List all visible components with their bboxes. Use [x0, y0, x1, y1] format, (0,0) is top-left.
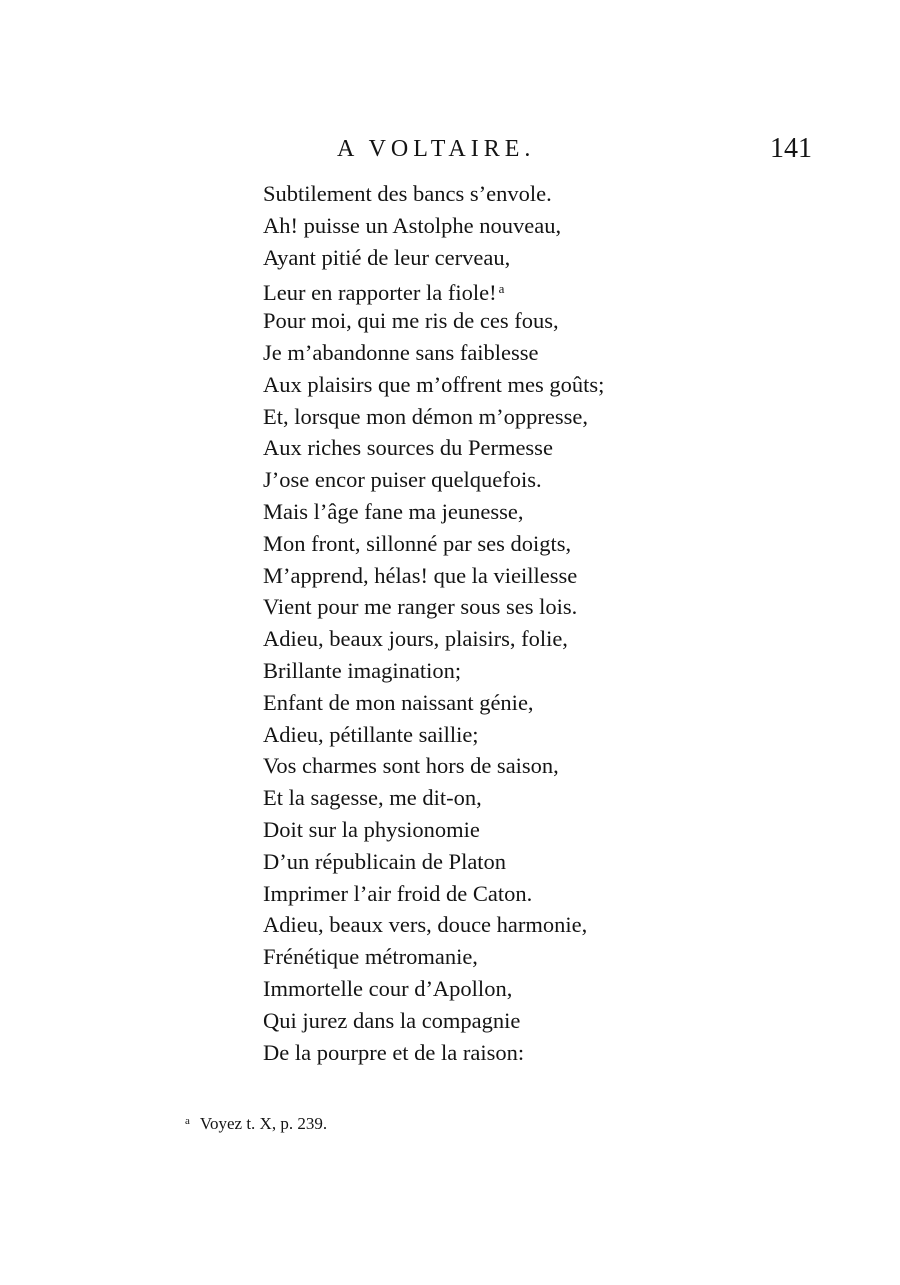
verse-line: [263, 210, 863, 242]
verse-line: [263, 337, 863, 369]
verse-line: [263, 878, 863, 910]
verse-text: Vos charmes sont hors de saison,: [263, 753, 559, 779]
footnote-reference: a: [498, 281, 505, 297]
running-head: [0, 133, 900, 165]
footnote: [185, 1110, 327, 1135]
running-title: A VOLTAIRE.: [337, 136, 536, 162]
verse-text: Pour moi, qui me ris de ces fous,: [263, 308, 559, 334]
poem-body: [263, 178, 863, 1068]
verse-text: Ayant pitié de leur cerveau,: [263, 244, 511, 270]
footnote-text: Voyez t. X, p. 239.: [199, 1114, 328, 1133]
verse-line: [263, 369, 863, 401]
verse-line: [263, 242, 863, 274]
verse-line: [263, 750, 863, 782]
verse-text: Enfant de mon naissant génie,: [263, 689, 534, 715]
verse-line: [263, 432, 863, 464]
verse-text: Immortelle cour d’Apollon,: [263, 975, 513, 1001]
verse-line: [263, 719, 863, 751]
verse-line: [263, 973, 863, 1005]
verse-line: [263, 655, 863, 687]
verse-line: [263, 178, 863, 210]
verse-line: [263, 273, 863, 305]
verse-text: Aux plaisirs que m’offrent mes goûts;: [263, 371, 605, 397]
verse-line: [263, 846, 863, 878]
verse-text: Et, lorsque mon démon m’oppresse,: [263, 403, 588, 429]
verse-line: [263, 560, 863, 592]
verse-line: [263, 814, 863, 846]
verse-line: [263, 941, 863, 973]
verse-text: Ah! puisse un Astolphe nouveau,: [263, 212, 562, 238]
verse-text: Leur en rapporter la fiole!: [263, 280, 497, 306]
verse-line: [263, 687, 863, 719]
verse-line: [263, 1037, 863, 1069]
verse-line: [263, 401, 863, 433]
verse-line: [263, 909, 863, 941]
verse-line: [263, 496, 863, 528]
verse-text: M’apprend, hélas! que la vieillesse: [263, 562, 578, 588]
verse-text: D’un républicain de Platon: [263, 848, 507, 874]
verse-text: Vient pour me ranger sous ses lois.: [263, 594, 578, 620]
verse-line: [263, 623, 863, 655]
verse-text: Mais l’âge fane ma jeunesse,: [263, 498, 524, 524]
verse-text: Aux riches sources du Permesse: [263, 435, 553, 461]
verse-text: Subtilement des bancs s’envole.: [263, 181, 552, 206]
verse-text: Adieu, beaux vers, douce harmonie,: [263, 912, 588, 938]
verse-text: Et la sagesse, me dit-on,: [263, 785, 482, 811]
verse-text: Brillante imagination;: [263, 657, 462, 683]
footnote-mark: a: [185, 1115, 190, 1127]
verse-text: Imprimer l’air froid de Caton.: [263, 880, 533, 906]
verse-text: Je m’abandonne sans faiblesse: [263, 339, 539, 365]
verse-text: Qui jurez dans la compagnie: [263, 1007, 521, 1033]
verse-line: [263, 528, 863, 560]
verse-text: J’ose encor puiser quelquefois.: [263, 467, 542, 493]
verse-line: [263, 591, 863, 623]
page-number: 141: [770, 133, 812, 164]
verse-line: [263, 464, 863, 496]
verse-text: Mon front, sillonné par ses doigts,: [263, 530, 572, 556]
verse-line: [263, 305, 863, 337]
verse-line: [263, 782, 863, 814]
verse-text: De la pourpre et de la raison:: [263, 1039, 525, 1065]
verse-text: Frénétique métromanie,: [263, 944, 478, 970]
verse-text: Doit sur la physionomie: [263, 816, 480, 842]
verse-line: [263, 1005, 863, 1037]
verse-text: Adieu, beaux jours, plaisirs, folie,: [263, 626, 568, 652]
verse-text: Adieu, pétillante saillie;: [263, 721, 479, 747]
